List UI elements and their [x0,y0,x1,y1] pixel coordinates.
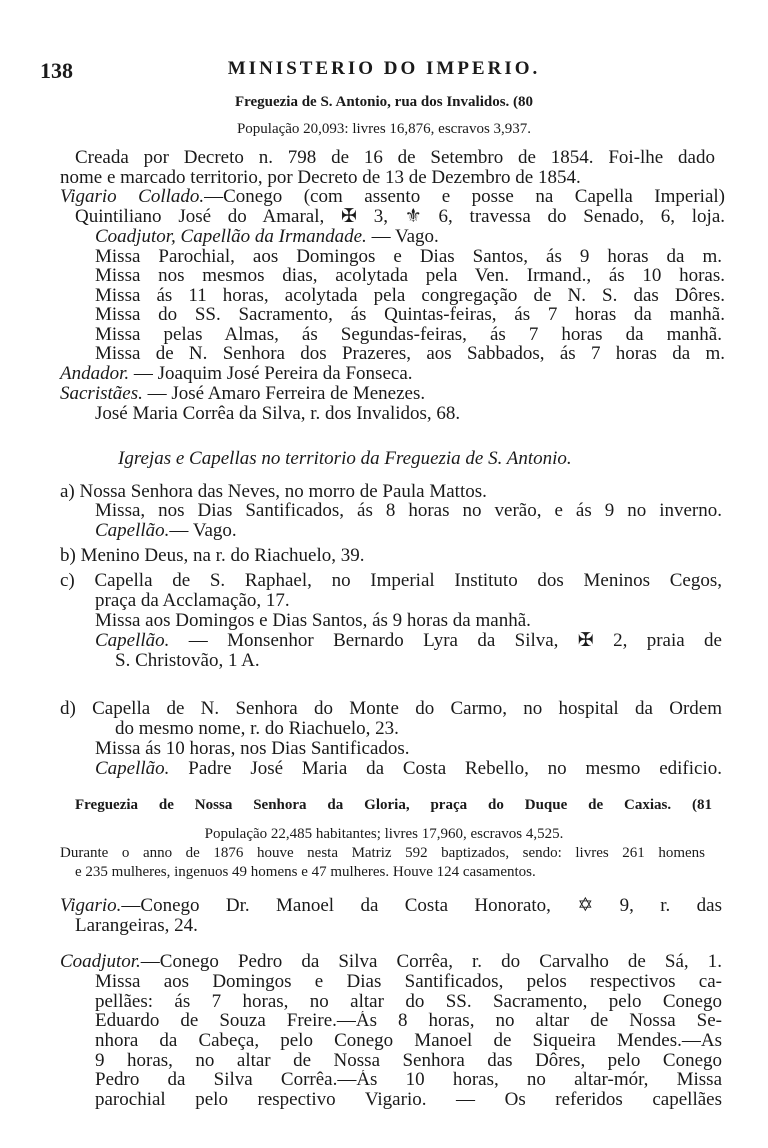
text-line [115,651,260,671]
italic-label: Coadjutor. [60,952,141,972]
text-segment: —Conego Dr. Manoel da Costa Honorato, ✡ 9, r. das [121,896,722,916]
italic-label: Andador. [60,363,130,384]
text-segment: Missa aos Domingos e Dias Santificados, pelos respectivos ca- [95,972,722,992]
text-line [95,501,722,521]
text-line [95,1051,722,1071]
text-segment: — Joaquim José Pereira da Fonseca. [129,363,413,384]
italic-label: Sacristães. [60,383,143,404]
text-segment: Freguezia de S. Antonio, rua dos Invalidos. (80 [234,94,534,110]
text-segment: Quintiliano José do Amaral, ✠ 3, ⚜ 6, travessa do Senado, 6, loja. [75,207,725,227]
text-segment: parochial pelo respectivo Vigario. — Os referidos capellães [95,1090,722,1110]
text-segment: Padre José Maria da Costa Rebello, no mesmo edificio. [169,759,722,779]
text-segment: — José Amaro Ferreira de Menezes. [142,383,426,404]
italic-label: Capellão. [95,520,170,541]
text-segment: do mesmo nome, r. do Riachuelo, 23. [115,718,399,739]
text-segment: — Monsenhor Bernardo Lyra da Silva, ✠ 2, praia de [169,631,722,651]
text-line [95,992,722,1012]
text-segment: População 22,485 habitantes; livres 17,960, escravos 4,525. [204,826,564,842]
text-line [95,591,290,611]
text-segment: nome e marcado territorio, por Decreto de 13 de Dezembro de 1854. [60,167,581,188]
text-line [95,739,410,759]
text-line [75,148,715,168]
text-line [95,305,725,325]
text-line [95,227,439,247]
text-line [75,795,712,815]
italic-label: Capellão. [95,759,170,779]
text-segment: Missa nos mesmos dias, acolytada pela Ven. Irmand., ás 10 horas. [95,266,725,286]
text-segment: Larangeiras, 24. [75,915,198,936]
text-line [95,1090,722,1110]
text-segment: Durante o anno de 1876 houve nesta Matriz 592 baptizados, sendo: livres 261 homens [60,845,705,861]
text-line [95,266,725,286]
text-line [60,384,425,404]
text-line [95,286,725,306]
text-segment: — Vago. [366,226,439,247]
text-segment: Missa ás 11 horas, acolytada pela congregação de N. S. das Dôres. [95,286,725,306]
text-segment: Pedro da Silva Corrêa.—Ás 10 horas, no altar-mór, Missa [95,1070,722,1090]
text-segment: Missa, nos Dias Santificados, ás 8 horas no verão, e ás 9 no inverno. [95,501,722,521]
text-line [95,972,722,992]
text-line [95,631,722,651]
text-line [95,1070,722,1090]
text-line [0,824,768,844]
text-line [118,449,572,469]
page-number: 138 [40,58,73,83]
text-line [60,187,725,207]
text-segment: Eduardo de Souza Freire.—Ás 8 horas, no altar de Nossa Se- [95,1011,722,1031]
text-segment: Freguezia de Nossa Senhora da Gloria, praça do Duque de Caxias. (81 [75,797,712,813]
text-segment: c) Capella de S. Raphael, no Imperial Instituto dos Meninos Cegos, [60,571,722,591]
text-line [0,119,768,139]
text-segment: José Maria Corrêa da Silva, r. dos Invalidos, 68. [95,403,461,424]
text-segment: Missa do SS. Sacramento, ás Quintas-feiras, ás 7 horas da manhã. [95,305,725,325]
text-line [60,168,581,188]
text-line [60,482,487,502]
text-line [60,546,364,566]
text-segment: Missa ás 10 horas, nos Dias Santificados. [95,738,410,759]
text-line [95,759,722,779]
text-line [60,843,705,863]
text-segment: praça da Acclamação, 17. [95,590,290,611]
text-line [95,247,722,267]
text-line [75,916,198,936]
text-segment: — Vago. [169,520,237,541]
text-line [95,325,722,345]
text-line [60,571,722,591]
text-segment: Missa aos Domingos e Dias Santos, ás 9 horas da manhã. [95,610,531,631]
text-segment: S. Christovão, 1 A. [115,650,260,671]
text-line [75,207,725,227]
text-segment: Missa pelas Almas, ás Segundas-feiras, ás 7 horas da manhã. [95,325,722,345]
text-segment: d) Capella de N. Senhora do Monte do Carmo, no hospital da Ordem [60,699,722,719]
text-line [95,521,237,541]
italic-label: Coadjutor, Capellão da Irmandade. [95,226,367,247]
italic-label: Vigario Collado. [60,187,205,207]
text-line [95,1011,722,1031]
text-segment: 9 horas, no altar de Nossa Senhora das Dôres, pelo Conego [95,1051,722,1071]
text-line [95,344,725,364]
text-line [60,699,722,719]
text-segment: Creada por Decreto n. 798 de 16 de Setembro de 1854. Foi-lhe dado [75,148,715,168]
text-segment: nhora da Cabeça, pelo Conego Manoel de Siqueira Mendes.—As [95,1031,722,1051]
text-line [95,1031,722,1051]
text-segment: a) Nossa Senhora das Neves, no morro de Paula Mattos. [60,481,487,502]
text-segment: e 235 mulheres, ingenuos 49 homens e 47 mulheres. Houve 124 casamentos. [75,864,536,880]
text-segment: Missa Parochial, aos Domingos e Dias Santos, ás 9 horas da m. [95,247,722,267]
text-line [0,92,768,112]
text-segment: Missa de N. Senhora dos Prazeres, aos Sabbados, ás 7 horas da m. [95,344,725,364]
text-segment: —Conego Pedro da Silva Corrêa, r. do Carvalho de Sá, 1. [140,952,722,972]
text-segment: —Conego (com assento e posse na Capella Imperial) [204,187,725,207]
italic-label: Capellão. [95,631,170,651]
text-line [75,862,536,882]
text-line [95,611,531,631]
text-line [95,404,460,424]
italic-label: Igrejas e Capellas no territorio da Freguezia de S. Antonio. [118,448,572,469]
text-line [60,952,722,972]
running-title: MINISTERIO DO IMPERIO. [227,58,541,79]
text-segment: b) Menino Deus, na r. do Riachuelo, 39. [60,545,365,566]
text-segment: População 20,093: livres 16,876, escravos 3,937. [236,121,532,137]
text-line [60,364,413,384]
italic-label: Vigario. [60,896,122,916]
text-segment: pellães: ás 7 horas, no altar do SS. Sacramento, pelo Conego [95,992,722,1012]
text-line [115,719,399,739]
text-line [60,896,722,916]
